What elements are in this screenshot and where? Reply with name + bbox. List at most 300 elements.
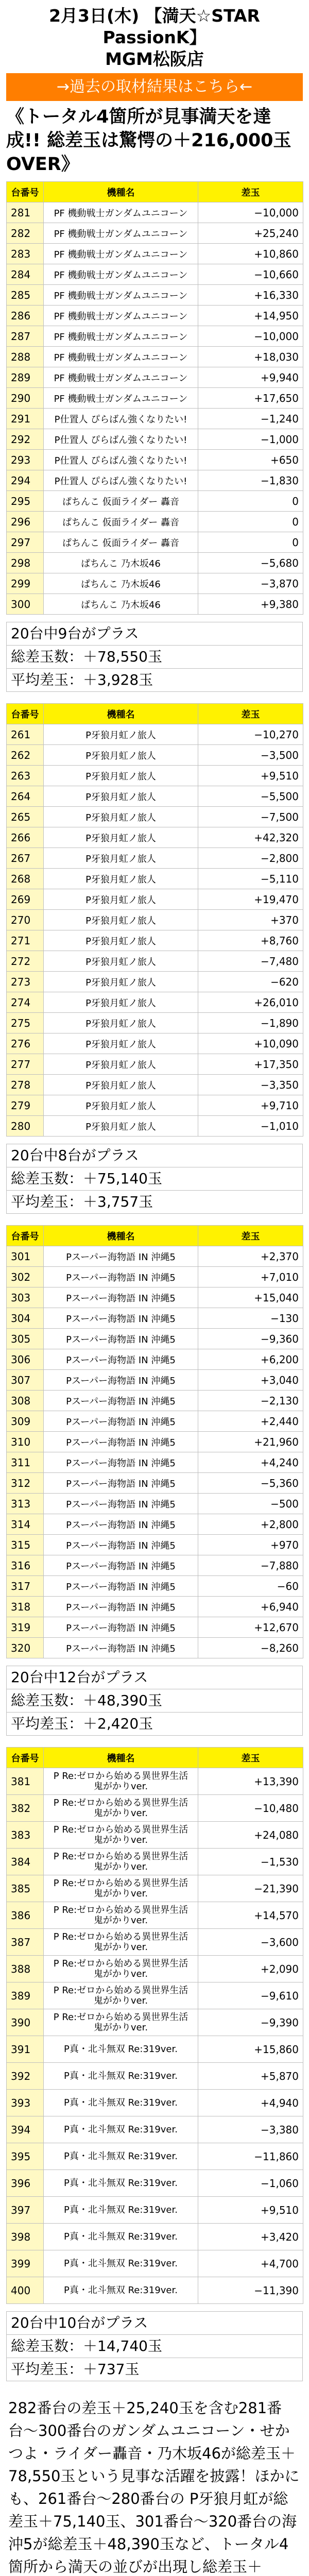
cell-diff: −500	[198, 1494, 303, 1514]
cell-diff: +4,940	[198, 2090, 303, 2116]
cell-no: 275	[7, 1013, 44, 1033]
result-section	[6, 703, 303, 1214]
cell-name: ぱちんこ 仮面ライダー 轟音	[44, 532, 198, 553]
cell-diff: +16,330	[198, 285, 303, 306]
cell-no: 386	[7, 1902, 44, 1929]
cell-name: Pスーパー海物語 IN 沖縄5	[44, 1494, 198, 1514]
cell-name: PF 機動戦士ガンダムユニコーン	[44, 264, 198, 285]
cell-no: 310	[7, 1432, 44, 1452]
cell-no: 306	[7, 1349, 44, 1370]
table-row	[7, 202, 303, 223]
table-row	[7, 2250, 303, 2277]
cell-name: Pスーパー海物語 IN 沖縄5	[44, 1617, 198, 1638]
cell-no: 279	[7, 1095, 44, 1116]
cell-diff: 0	[198, 512, 303, 532]
cell-diff: −2,800	[198, 848, 303, 869]
cell-diff: −1,000	[198, 429, 303, 450]
cell-name: P仕置人 ぴらばん強くなりたい!	[44, 429, 198, 450]
table-row	[7, 1370, 303, 1391]
cell-diff: +21,960	[198, 1432, 303, 1452]
cell-name: Pスーパー海物語 IN 沖縄5	[44, 1370, 198, 1391]
result-table	[6, 1225, 303, 1658]
table-row	[7, 2036, 303, 2063]
plus-count: 20台中8台がプラス	[6, 1144, 303, 1167]
cell-diff: −10,480	[198, 1795, 303, 1822]
cell-no: 274	[7, 992, 44, 1013]
cell-diff: −10,660	[198, 264, 303, 285]
cell-name: P真・北斗無双 Re:319ver.	[44, 2063, 198, 2090]
table-row	[7, 1514, 303, 1535]
cell-name: P牙狼月虹ノ旅人	[44, 910, 198, 930]
plus-count: 20台中12台がプラス	[6, 1666, 303, 1689]
cell-diff: −1,530	[198, 1849, 303, 1875]
cell-diff: +6,200	[198, 1349, 303, 1370]
cell-diff: +25,240	[198, 223, 303, 244]
cell-diff: −21,390	[198, 1875, 303, 1902]
table-row	[7, 450, 303, 470]
cell-name: Pスーパー海物語 IN 沖縄5	[44, 1246, 198, 1267]
table-row	[7, 1494, 303, 1514]
cell-no: 276	[7, 1033, 44, 1054]
table-row	[7, 2063, 303, 2090]
table-row	[7, 1308, 303, 1329]
table-row	[7, 1116, 303, 1137]
cell-name: P仕置人 ぴらばん強くなりたい!	[44, 470, 198, 491]
cell-no: 304	[7, 1308, 44, 1329]
cell-no: 269	[7, 889, 44, 910]
cell-name: P牙狼月虹ノ旅人	[44, 745, 198, 766]
table-header-row	[7, 1226, 303, 1246]
cell-no: 281	[7, 202, 44, 223]
table-row	[7, 910, 303, 930]
cell-no: 303	[7, 1287, 44, 1308]
cell-diff: +9,940	[198, 367, 303, 388]
cell-no: 317	[7, 1576, 44, 1597]
cell-name: Pスーパー海物語 IN 沖縄5	[44, 1287, 198, 1308]
cell-no: 302	[7, 1267, 44, 1287]
table-row	[7, 2090, 303, 2116]
cell-diff: +5,870	[198, 2063, 303, 2090]
header-diff: 差玉	[198, 1226, 303, 1246]
cell-name: PF 機動戦士ガンダムユニコーン	[44, 223, 198, 244]
cell-no: 282	[7, 223, 44, 244]
cell-name: Pスーパー海物語 IN 沖縄5	[44, 1329, 198, 1349]
cell-diff: +18,030	[198, 347, 303, 367]
cell-diff: +6,940	[198, 1597, 303, 1617]
table-row	[7, 1849, 303, 1875]
cell-name: Pスーパー海物語 IN 沖縄5	[44, 1349, 198, 1370]
cell-no: 301	[7, 1246, 44, 1267]
cell-no: 394	[7, 2116, 44, 2143]
cell-no: 291	[7, 409, 44, 429]
cell-no: 385	[7, 1875, 44, 1902]
total-diff: 総差玉数：＋48,390玉	[6, 1689, 303, 1713]
table-row	[7, 326, 303, 347]
cell-no: 280	[7, 1116, 44, 1137]
cell-diff: −3,500	[198, 745, 303, 766]
cell-name: Pスーパー海物語 IN 沖縄5	[44, 1411, 198, 1432]
cell-name: ぱちんこ 仮面ライダー 轟音	[44, 491, 198, 512]
header-diff: 差玉	[198, 704, 303, 724]
cell-name: PF 機動戦士ガンダムユニコーン	[44, 347, 198, 367]
cell-name: P牙狼月虹ノ旅人	[44, 869, 198, 889]
cell-diff: +42,320	[198, 827, 303, 848]
header-name: 機種名	[44, 182, 198, 202]
cell-name: P牙狼月虹ノ旅人	[44, 724, 198, 745]
cell-name: P Re:ゼロから始める異世界生活 鬼がかりver.	[44, 1902, 198, 1929]
table-row	[7, 2116, 303, 2143]
table-row	[7, 1929, 303, 1956]
table-row	[7, 1795, 303, 1822]
table-row	[7, 889, 303, 910]
table-row	[7, 1246, 303, 1267]
table-row	[7, 1638, 303, 1658]
cell-diff: +650	[198, 450, 303, 470]
cell-name: P牙狼月虹ノ旅人	[44, 807, 198, 827]
closing-text: 282番台の差玉＋25,240玉を含む281番台〜300番台のガンダムユニコーン・せかつよ・ライダー轟音・乃木坂46が総差玉＋78,550玉という見事な活躍を披露！ほかにも、261番台〜280番台の P牙狼月虹が総差玉＋75,140玉、301番台〜320番台の海沖5が総差玉＋48,390玉など、トータル4箇所から満天の並びが出現し総差玉＋	[8, 2399, 300, 2575]
table-row	[7, 306, 303, 326]
cell-no: 300	[7, 594, 44, 615]
table-row	[7, 1822, 303, 1849]
cell-no: 297	[7, 532, 44, 553]
cell-diff: +14,570	[198, 1902, 303, 1929]
cell-no: 393	[7, 2090, 44, 2116]
cell-no: 307	[7, 1370, 44, 1391]
cell-no: 384	[7, 1849, 44, 1875]
cell-no: 381	[7, 1768, 44, 1795]
cell-no: 391	[7, 2036, 44, 2063]
cell-diff: −5,360	[198, 1473, 303, 1494]
table-row	[7, 1875, 303, 1902]
cell-name: Pスーパー海物語 IN 沖縄5	[44, 1638, 198, 1658]
table-row	[7, 745, 303, 766]
cell-diff: +8,760	[198, 930, 303, 951]
cell-no: 265	[7, 807, 44, 827]
average-diff: 平均差玉：＋3,757玉	[6, 1191, 303, 1214]
cell-diff: +15,040	[198, 1287, 303, 1308]
cell-no: 266	[7, 827, 44, 848]
cell-diff: +2,440	[198, 1411, 303, 1432]
cell-name: Pスーパー海物語 IN 沖縄5	[44, 1452, 198, 1473]
cell-name: PF 機動戦士ガンダムユニコーン	[44, 388, 198, 409]
cell-diff: −130	[198, 1308, 303, 1329]
table-row	[7, 786, 303, 807]
title-line-1: 2月3日(木) 【満天☆STAR PassionK】	[49, 6, 260, 47]
cell-name: P牙狼月虹ノ旅人	[44, 972, 198, 992]
cell-no: 309	[7, 1411, 44, 1432]
cell-no: 293	[7, 450, 44, 470]
results-tables	[6, 181, 303, 2381]
table-row	[7, 1452, 303, 1473]
table-row	[7, 512, 303, 532]
cell-diff: +24,080	[198, 1822, 303, 1849]
cell-no: 315	[7, 1535, 44, 1555]
cell-diff: +3,420	[198, 2224, 303, 2250]
cell-diff: +970	[198, 1535, 303, 1555]
header-no: 台番号	[7, 1226, 44, 1246]
cell-name: PF 機動戦士ガンダムユニコーン	[44, 326, 198, 347]
cell-diff: −620	[198, 972, 303, 992]
cell-no: 285	[7, 285, 44, 306]
cell-diff: +9,510	[198, 2197, 303, 2224]
cell-diff: −3,350	[198, 1075, 303, 1095]
table-row	[7, 1956, 303, 1982]
title-line-2: MGM松阪店	[105, 49, 204, 69]
cell-diff: −7,480	[198, 951, 303, 972]
cell-diff: −60	[198, 1576, 303, 1597]
cell-name: Pスーパー海物語 IN 沖縄5	[44, 1555, 198, 1576]
cell-no: 400	[7, 2277, 44, 2304]
cell-no: 264	[7, 786, 44, 807]
cell-name: P牙狼月虹ノ旅人	[44, 1075, 198, 1095]
cell-name: P真・北斗無双 Re:319ver.	[44, 2116, 198, 2143]
cell-no: 268	[7, 869, 44, 889]
cell-diff: +10,860	[198, 244, 303, 264]
header-no: 台番号	[7, 182, 44, 202]
cell-no: 298	[7, 553, 44, 573]
cell-name: P真・北斗無双 Re:319ver.	[44, 2197, 198, 2224]
table-row	[7, 553, 303, 573]
cell-name: ぱちんこ 仮面ライダー 轟音	[44, 512, 198, 532]
cell-name: P仕置人 ぴらばん強くなりたい!	[44, 409, 198, 429]
table-row	[7, 992, 303, 1013]
header-no: 台番号	[7, 704, 44, 724]
cell-name: PF 機動戦士ガンダムユニコーン	[44, 367, 198, 388]
plus-count: 20台中10台がプラス	[6, 2311, 303, 2335]
cell-no: 390	[7, 2009, 44, 2036]
table-row	[7, 2224, 303, 2250]
table-row	[7, 1576, 303, 1597]
cell-diff: −1,240	[198, 409, 303, 429]
cell-diff: +2,090	[198, 1956, 303, 1982]
cell-no: 296	[7, 512, 44, 532]
cell-diff: −11,390	[198, 2277, 303, 2304]
cell-name: ぱちんこ 乃木坂46	[44, 553, 198, 573]
table-row	[7, 1349, 303, 1370]
cell-no: 396	[7, 2170, 44, 2197]
cell-diff: −9,610	[198, 1982, 303, 2009]
cell-diff: −5,110	[198, 869, 303, 889]
table-header-row	[7, 704, 303, 724]
cell-name: P牙狼月虹ノ旅人	[44, 1095, 198, 1116]
cell-no: 312	[7, 1473, 44, 1494]
cell-no: 399	[7, 2250, 44, 2277]
table-row	[7, 1617, 303, 1638]
cell-no: 313	[7, 1494, 44, 1514]
header-name: 機種名	[44, 1226, 198, 1246]
table-row	[7, 1555, 303, 1576]
table-row	[7, 930, 303, 951]
cell-diff: +9,510	[198, 766, 303, 786]
cell-no: 292	[7, 429, 44, 450]
cell-name: P牙狼月虹ノ旅人	[44, 1054, 198, 1075]
cell-diff: +4,240	[198, 1452, 303, 1473]
cell-no: 277	[7, 1054, 44, 1075]
cell-diff: −10,000	[198, 326, 303, 347]
cell-name: P Re:ゼロから始める異世界生活 鬼がかりver.	[44, 1956, 198, 1982]
cell-no: 273	[7, 972, 44, 992]
cell-diff: −3,870	[198, 573, 303, 594]
cell-name: P Re:ゼロから始める異世界生活 鬼がかりver.	[44, 1849, 198, 1875]
table-row	[7, 1391, 303, 1411]
cell-no: 283	[7, 244, 44, 264]
cell-diff: +3,040	[198, 1370, 303, 1391]
cell-diff: −3,380	[198, 2116, 303, 2143]
cell-diff: −7,500	[198, 807, 303, 827]
cell-diff: −1,890	[198, 1013, 303, 1033]
total-diff: 総差玉数：＋78,550玉	[6, 646, 303, 669]
cell-name: PF 機動戦士ガンダムユニコーン	[44, 244, 198, 264]
table-row	[7, 409, 303, 429]
cell-name: PF 機動戦士ガンダムユニコーン	[44, 306, 198, 326]
table-row	[7, 1267, 303, 1287]
table-header-row	[7, 1748, 303, 1768]
page	[0, 5, 309, 2576]
cell-diff: +9,380	[198, 594, 303, 615]
cell-name: PF 機動戦士ガンダムユニコーン	[44, 285, 198, 306]
cell-name: PF 機動戦士ガンダムユニコーン	[44, 202, 198, 223]
cell-no: 397	[7, 2197, 44, 2224]
header-diff: 差玉	[198, 182, 303, 202]
cell-diff: +15,860	[198, 2036, 303, 2063]
table-row	[7, 264, 303, 285]
cell-diff: −9,360	[198, 1329, 303, 1349]
table-row	[7, 2277, 303, 2304]
cell-diff: +14,950	[198, 306, 303, 326]
table-row	[7, 1597, 303, 1617]
cell-no: 388	[7, 1956, 44, 1982]
table-row	[7, 367, 303, 388]
cell-diff: +13,390	[198, 1768, 303, 1795]
table-row	[7, 1054, 303, 1075]
result-section	[6, 1747, 303, 2381]
cell-name: P牙狼月虹ノ旅人	[44, 1033, 198, 1054]
cell-name: P Re:ゼロから始める異世界生活 鬼がかりver.	[44, 1822, 198, 1849]
cell-no: 311	[7, 1452, 44, 1473]
cell-diff: −10,270	[198, 724, 303, 745]
cell-no: 319	[7, 1617, 44, 1638]
table-row	[7, 1535, 303, 1555]
table-row	[7, 972, 303, 992]
cell-diff: −11,860	[198, 2143, 303, 2170]
table-row	[7, 429, 303, 450]
cell-no: 284	[7, 264, 44, 285]
cell-diff: 0	[198, 491, 303, 512]
result-section	[6, 1225, 303, 1736]
table-row	[7, 2009, 303, 2036]
cell-diff: +370	[198, 910, 303, 930]
result-section	[6, 181, 303, 692]
page-title	[6, 5, 303, 70]
cell-diff: −5,500	[198, 786, 303, 807]
cell-no: 382	[7, 1795, 44, 1822]
cell-name: P牙狼月虹ノ旅人	[44, 766, 198, 786]
cell-no: 392	[7, 2063, 44, 2090]
cell-no: 305	[7, 1329, 44, 1349]
cell-diff: +19,470	[198, 889, 303, 910]
plus-count: 20台中9台がプラス	[6, 622, 303, 646]
cell-no: 320	[7, 1638, 44, 1658]
table-row	[7, 807, 303, 827]
table-row	[7, 869, 303, 889]
table-row	[7, 573, 303, 594]
table-row	[7, 532, 303, 553]
cell-name: P Re:ゼロから始める異世界生活 鬼がかりver.	[44, 1929, 198, 1956]
cell-no: 395	[7, 2143, 44, 2170]
cell-name: Pスーパー海物語 IN 沖縄5	[44, 1391, 198, 1411]
cell-diff: −1,830	[198, 470, 303, 491]
cell-diff: +17,350	[198, 1054, 303, 1075]
table-row	[7, 724, 303, 745]
cell-no: 287	[7, 326, 44, 347]
cell-no: 289	[7, 367, 44, 388]
table-row	[7, 470, 303, 491]
table-row	[7, 1982, 303, 2009]
cell-name: P真・北斗無双 Re:319ver.	[44, 2170, 198, 2197]
cell-no: 272	[7, 951, 44, 972]
table-row	[7, 951, 303, 972]
cell-no: 389	[7, 1982, 44, 2009]
past-results-link[interactable]: →過去の取材結果はこちら←	[6, 73, 303, 101]
table-row	[7, 1902, 303, 1929]
table-row	[7, 1411, 303, 1432]
cell-diff: −9,390	[198, 2009, 303, 2036]
cell-name: P真・北斗無双 Re:319ver.	[44, 2224, 198, 2250]
cell-name: P牙狼月虹ノ旅人	[44, 930, 198, 951]
cell-diff: +17,650	[198, 388, 303, 409]
cell-no: 278	[7, 1075, 44, 1095]
result-table	[6, 703, 303, 1137]
cell-diff: +2,370	[198, 1246, 303, 1267]
table-row	[7, 2143, 303, 2170]
header-no: 台番号	[7, 1748, 44, 1768]
cell-no: 398	[7, 2224, 44, 2250]
cell-name: P Re:ゼロから始める異世界生活 鬼がかりver.	[44, 2009, 198, 2036]
header-name: 機種名	[44, 704, 198, 724]
cell-name: Pスーパー海物語 IN 沖縄5	[44, 1597, 198, 1617]
cell-name: P真・北斗無双 Re:319ver.	[44, 2036, 198, 2063]
cell-name: P牙狼月虹ノ旅人	[44, 889, 198, 910]
table-row	[7, 766, 303, 786]
header-name: 機種名	[44, 1748, 198, 1768]
cell-diff: +9,710	[198, 1095, 303, 1116]
cell-name: Pスーパー海物語 IN 沖縄5	[44, 1514, 198, 1535]
table-row	[7, 1013, 303, 1033]
table-row	[7, 223, 303, 244]
cell-no: 262	[7, 745, 44, 766]
cell-diff: −5,680	[198, 553, 303, 573]
cell-diff: −1,060	[198, 2170, 303, 2197]
cell-no: 271	[7, 930, 44, 951]
cell-name: P牙狼月虹ノ旅人	[44, 827, 198, 848]
header-diff: 差玉	[198, 1748, 303, 1768]
cell-no: 318	[7, 1597, 44, 1617]
cell-diff: −8,260	[198, 1638, 303, 1658]
table-row	[7, 285, 303, 306]
headline: 《トータル4箇所が見事満天を達成!! 総差玉は驚愕の＋216,000玉OVER》	[6, 107, 291, 175]
average-diff: 平均差玉：＋3,928玉	[6, 669, 303, 692]
table-row	[7, 347, 303, 367]
result-table	[6, 1747, 303, 2304]
table-row	[7, 2170, 303, 2197]
cell-name: Pスーパー海物語 IN 沖縄5	[44, 1473, 198, 1494]
cell-name: P牙狼月虹ノ旅人	[44, 1013, 198, 1033]
result-table	[6, 181, 303, 615]
cell-name: P真・北斗無双 Re:319ver.	[44, 2277, 198, 2304]
cell-no: 263	[7, 766, 44, 786]
total-diff: 総差玉数：＋75,140玉	[6, 1167, 303, 1191]
cell-no: 288	[7, 347, 44, 367]
